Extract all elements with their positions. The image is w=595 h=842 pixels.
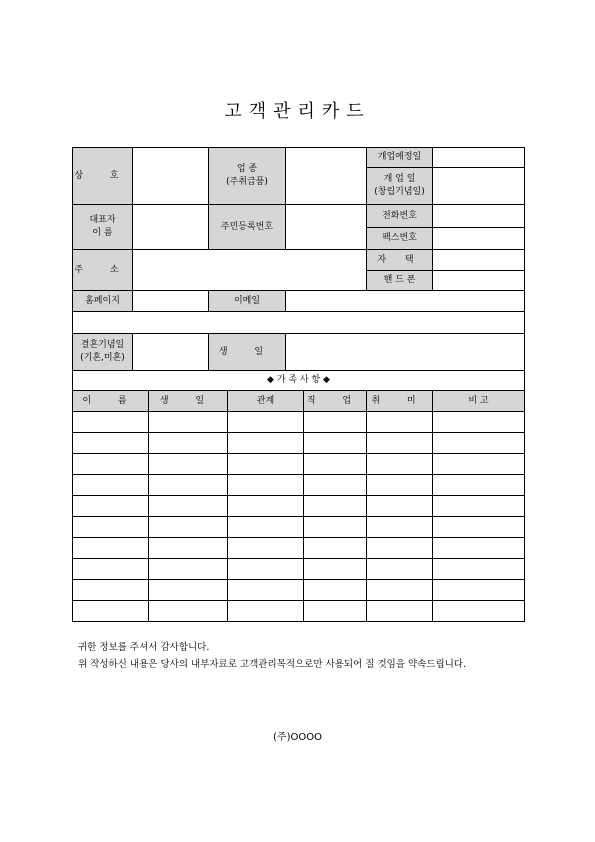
address-field[interactable] bbox=[133, 250, 367, 291]
family-cell[interactable] bbox=[73, 580, 149, 601]
family-cell[interactable] bbox=[367, 517, 433, 538]
opening-planned-field[interactable] bbox=[433, 148, 525, 168]
family-row bbox=[73, 601, 525, 622]
customer-card-table bbox=[72, 147, 525, 622]
trade-name-field[interactable] bbox=[133, 148, 209, 205]
family-cell[interactable] bbox=[228, 496, 304, 517]
family-cell[interactable] bbox=[73, 475, 149, 496]
family-cell[interactable] bbox=[304, 433, 367, 454]
fax-label: 팩스번호 bbox=[367, 228, 433, 250]
family-cell[interactable] bbox=[304, 517, 367, 538]
family-header-hobby: 취 미 bbox=[367, 391, 433, 412]
family-cell[interactable] bbox=[73, 454, 149, 475]
family-cell[interactable] bbox=[149, 601, 228, 622]
family-header-relation: 관계 bbox=[228, 391, 304, 412]
resident-no-field[interactable] bbox=[286, 205, 367, 250]
birthday-label: 생 일 bbox=[209, 334, 286, 371]
family-cell[interactable] bbox=[228, 559, 304, 580]
family-cell[interactable] bbox=[73, 517, 149, 538]
family-cell[interactable] bbox=[73, 538, 149, 559]
family-header-note: 비 고 bbox=[433, 391, 525, 412]
homepage-field[interactable] bbox=[133, 291, 209, 312]
family-cell[interactable] bbox=[228, 433, 304, 454]
family-cell[interactable] bbox=[367, 475, 433, 496]
family-row bbox=[73, 496, 525, 517]
notes bbox=[72, 639, 527, 673]
family-cell[interactable] bbox=[73, 601, 149, 622]
mobile-field[interactable] bbox=[433, 271, 525, 291]
family-cell[interactable] bbox=[228, 517, 304, 538]
opening-date-field[interactable] bbox=[433, 168, 525, 205]
family-cell[interactable] bbox=[304, 475, 367, 496]
family-cell[interactable] bbox=[433, 538, 525, 559]
family-row bbox=[73, 580, 525, 601]
family-cell[interactable] bbox=[367, 601, 433, 622]
family-cell[interactable] bbox=[433, 454, 525, 475]
family-cell[interactable] bbox=[149, 580, 228, 601]
family-row bbox=[73, 475, 525, 496]
family-cell[interactable] bbox=[73, 496, 149, 517]
family-cell[interactable] bbox=[304, 559, 367, 580]
blank-row bbox=[73, 312, 525, 334]
home-phone-field[interactable] bbox=[433, 250, 525, 271]
family-cell[interactable] bbox=[304, 580, 367, 601]
family-row bbox=[73, 433, 525, 454]
family-cell[interactable] bbox=[367, 433, 433, 454]
family-row bbox=[73, 517, 525, 538]
family-cell[interactable] bbox=[433, 601, 525, 622]
family-cell[interactable] bbox=[228, 475, 304, 496]
anniversary-field[interactable] bbox=[133, 334, 209, 371]
family-cell[interactable] bbox=[149, 496, 228, 517]
company-name: (주)OOOO bbox=[273, 732, 322, 743]
family-cell[interactable] bbox=[433, 433, 525, 454]
family-cell[interactable] bbox=[304, 496, 367, 517]
mobile-label: 핸 드 폰 bbox=[367, 271, 433, 291]
family-cell[interactable] bbox=[228, 601, 304, 622]
representative-field[interactable] bbox=[133, 205, 209, 250]
family-cell[interactable] bbox=[433, 580, 525, 601]
family-cell[interactable] bbox=[304, 601, 367, 622]
family-header-birthday: 생 일 bbox=[149, 391, 228, 412]
family-header-job: 직 업 bbox=[304, 391, 367, 412]
family-cell[interactable] bbox=[367, 559, 433, 580]
phone-field[interactable] bbox=[433, 205, 525, 228]
family-cell[interactable] bbox=[433, 517, 525, 538]
resident-no-label: 주민등록번호 bbox=[209, 205, 286, 250]
page-title: 고객관리카드 bbox=[224, 101, 371, 122]
family-cell[interactable] bbox=[149, 538, 228, 559]
family-section-title: ◆ 가 족 사 항 ◆ bbox=[73, 371, 525, 391]
family-cell[interactable] bbox=[304, 412, 367, 433]
family-cell[interactable] bbox=[367, 454, 433, 475]
family-header-name: 이 름 bbox=[73, 391, 149, 412]
industry-label: 업 종 (주취급품) bbox=[209, 148, 286, 205]
family-cell[interactable] bbox=[304, 454, 367, 475]
family-row bbox=[73, 559, 525, 580]
industry-field[interactable] bbox=[286, 148, 367, 205]
family-cell[interactable] bbox=[149, 454, 228, 475]
family-cell[interactable] bbox=[228, 580, 304, 601]
birthday-field[interactable] bbox=[286, 334, 525, 371]
family-cell[interactable] bbox=[367, 580, 433, 601]
family-cell[interactable] bbox=[149, 433, 228, 454]
homepage-label: 홈페이지 bbox=[73, 291, 133, 312]
family-cell[interactable] bbox=[367, 412, 433, 433]
fax-field[interactable] bbox=[433, 228, 525, 250]
family-cell[interactable] bbox=[228, 538, 304, 559]
family-cell[interactable] bbox=[228, 412, 304, 433]
email-label: 이메일 bbox=[209, 291, 286, 312]
family-cell[interactable] bbox=[433, 559, 525, 580]
phone-label: 전화번호 bbox=[367, 205, 433, 228]
opening-planned-label: 개업예정일 bbox=[367, 148, 433, 168]
family-cell[interactable] bbox=[433, 412, 525, 433]
family-cell[interactable] bbox=[228, 454, 304, 475]
family-cell[interactable] bbox=[73, 412, 149, 433]
family-row bbox=[73, 412, 525, 433]
family-cell[interactable] bbox=[73, 433, 149, 454]
family-cell[interactable] bbox=[367, 496, 433, 517]
representative-label: 대표자 이 름 bbox=[73, 205, 133, 250]
anniversary-label: 결혼기념일 (기혼,미혼) bbox=[73, 334, 133, 371]
family-cell[interactable] bbox=[367, 538, 433, 559]
notes-line-1: 귀한 정보를 주셔서 감사합니다. bbox=[78, 642, 210, 653]
email-field[interactable] bbox=[286, 291, 525, 312]
opening-date-label: 개 업 일 (창립기념일) bbox=[367, 168, 433, 205]
family-cell[interactable] bbox=[149, 517, 228, 538]
family-cell[interactable] bbox=[73, 559, 149, 580]
family-cell[interactable] bbox=[304, 538, 367, 559]
family-cell[interactable] bbox=[433, 475, 525, 496]
family-cell[interactable] bbox=[149, 559, 228, 580]
trade-name-label: 상 호 bbox=[73, 148, 133, 205]
family-cell[interactable] bbox=[433, 496, 525, 517]
family-row bbox=[73, 454, 525, 475]
family-cell[interactable] bbox=[149, 475, 228, 496]
family-cell[interactable] bbox=[149, 412, 228, 433]
notes-line-2: 위 작성하신 내용은 당사의 내부자료로 고객관리목적으로만 사용되어 질 것임을 약속드립니다. bbox=[78, 659, 467, 670]
family-row bbox=[73, 538, 525, 559]
address-label: 주 소 bbox=[73, 250, 133, 291]
home-phone-label: 자 택 bbox=[367, 250, 433, 271]
